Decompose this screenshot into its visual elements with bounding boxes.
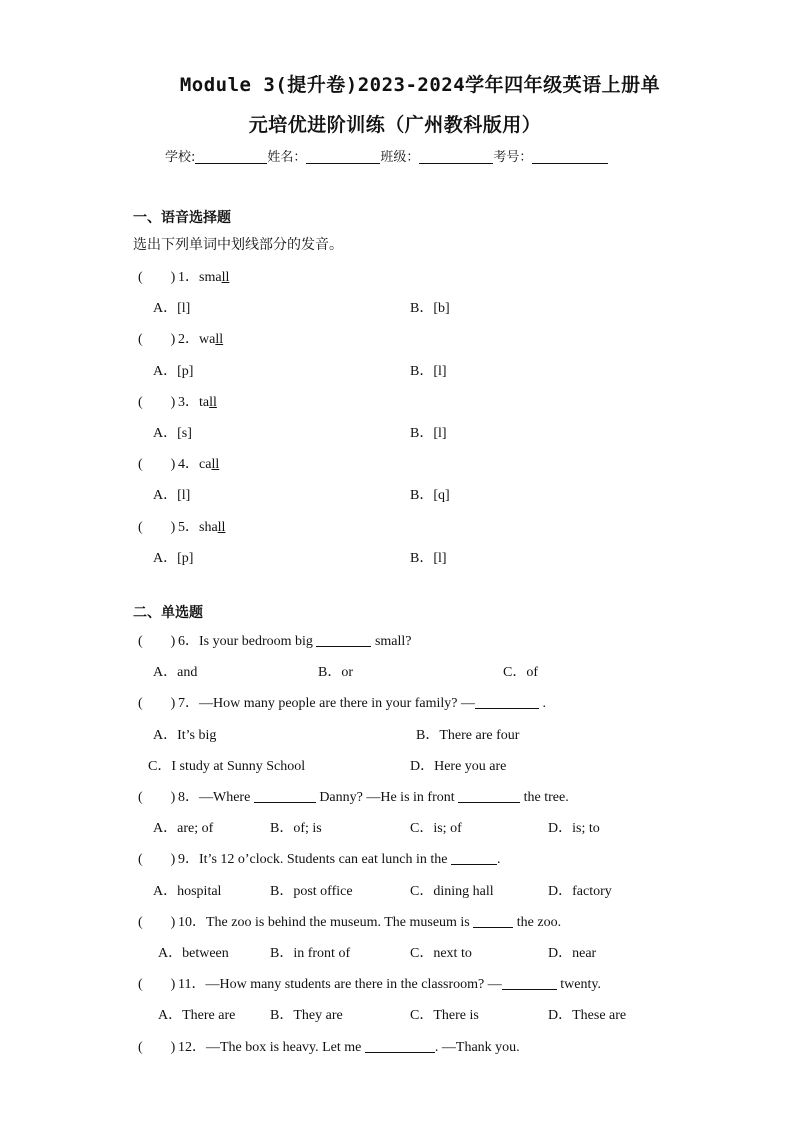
question-2 xyxy=(138,328,223,348)
question-11 xyxy=(138,973,601,993)
option-b[interactable]: B．[l] xyxy=(410,426,447,441)
question-text: twenty. xyxy=(556,977,601,992)
section2-title: 二、单选题 xyxy=(133,605,203,621)
student-info-row xyxy=(165,146,608,165)
option-d[interactable]: D．These are xyxy=(548,1008,627,1023)
question-3 xyxy=(138,391,217,411)
question-word: ta xyxy=(199,395,210,410)
option-d[interactable]: D．factory xyxy=(548,884,612,899)
option-a[interactable]: A．There are xyxy=(158,1008,236,1023)
option-a[interactable]: A．are; of xyxy=(153,821,214,836)
question-text: 6．Is your bedroom big xyxy=(178,634,317,649)
option-b[interactable]: B．in front of xyxy=(270,946,351,961)
answer-blank[interactable] xyxy=(316,634,371,647)
question-1 xyxy=(138,266,229,286)
option-c[interactable]: C．of xyxy=(503,665,538,680)
option-a[interactable]: A．It’s big xyxy=(153,728,217,743)
section1-instruction: 选出下列单词中划线部分的发音。 xyxy=(133,237,343,253)
option-b[interactable]: B．They are xyxy=(270,1008,343,1023)
answer-paren[interactable]: ( ) xyxy=(138,696,176,711)
question-4 xyxy=(138,453,219,473)
option-a[interactable]: A．hospital xyxy=(153,884,222,899)
option-a[interactable]: A．[s] xyxy=(153,426,192,441)
option-d[interactable]: D．near xyxy=(548,946,597,961)
option-b[interactable]: B．[l] xyxy=(410,551,447,566)
question-10 xyxy=(138,911,561,931)
question-text: . xyxy=(496,852,501,867)
page-title-line1: Module 3(提升卷)2023-2024学年四年级英语上册单 xyxy=(179,74,661,96)
option-a[interactable]: A．[p] xyxy=(153,364,194,379)
underlined-letters: ll xyxy=(221,270,230,285)
question-text: 10．The zoo is behind the museum. The museum is xyxy=(178,915,474,930)
question-text: 12．—The box is heavy. Let me xyxy=(178,1040,365,1055)
answer-paren[interactable]: ( ) xyxy=(138,520,176,535)
answer-paren[interactable]: ( ) xyxy=(138,790,176,805)
question-text: . —Thank you. xyxy=(434,1040,520,1055)
question-number: 1． xyxy=(178,270,199,285)
option-b[interactable]: B．or xyxy=(318,665,353,680)
answer-paren[interactable]: ( ) xyxy=(138,977,176,992)
question-text: 9．It’s 12 o’clock. Students can eat lunch in the xyxy=(178,852,451,867)
option-c[interactable]: C．I study at Sunny School xyxy=(148,759,306,774)
answer-paren[interactable]: ( ) xyxy=(138,457,176,472)
underlined-letters: ll xyxy=(209,395,217,410)
answer-paren[interactable]: ( ) xyxy=(138,270,176,285)
option-c[interactable]: C．There is xyxy=(410,1008,479,1023)
question-text: 8．—Where xyxy=(178,790,254,805)
section1-title: 一、语音选择题 xyxy=(133,210,231,226)
option-a[interactable]: A．and xyxy=(153,665,198,680)
name-blank[interactable] xyxy=(306,149,380,164)
option-c[interactable]: C．next to xyxy=(410,946,472,961)
question-12 xyxy=(138,1036,520,1056)
question-word: wa xyxy=(199,332,216,347)
page-title-line2: 元培优进阶训练（广州教科版用） xyxy=(248,114,542,136)
option-d[interactable]: D．is; to xyxy=(548,821,600,836)
underlined-letters: ll xyxy=(211,457,220,472)
exam-no-label: 考号： xyxy=(493,150,533,165)
question-number: 5． xyxy=(178,520,199,535)
option-a[interactable]: A．[l] xyxy=(153,488,191,503)
school-blank[interactable] xyxy=(195,149,267,164)
school-label: 学校: xyxy=(165,150,196,165)
question-text: the zoo. xyxy=(513,915,562,930)
question-number: 3． xyxy=(178,395,199,410)
question-text: the tree. xyxy=(520,790,569,805)
question-word: ca xyxy=(199,457,212,472)
answer-paren[interactable]: ( ) xyxy=(138,332,176,347)
answer-paren[interactable]: ( ) xyxy=(138,915,176,930)
option-a[interactable]: A．[l] xyxy=(153,301,191,316)
question-text: . xyxy=(539,696,547,711)
question-text: Danny? —He is in front xyxy=(315,790,459,805)
underlined-letters: ll xyxy=(217,520,226,535)
question-6 xyxy=(138,630,411,650)
name-label: 姓名： xyxy=(267,150,307,165)
answer-paren[interactable]: ( ) xyxy=(138,395,176,410)
question-text: 11．—How many students are there in the classroom? — xyxy=(178,977,502,992)
option-b[interactable]: B．of; is xyxy=(270,821,322,836)
option-c[interactable]: C．is; of xyxy=(410,821,462,836)
question-8 xyxy=(138,786,569,806)
option-b[interactable]: B．[l] xyxy=(410,364,447,379)
question-number: 2． xyxy=(178,332,199,347)
option-b[interactable]: B．[b] xyxy=(410,301,450,316)
answer-blank[interactable] xyxy=(458,790,520,803)
answer-paren[interactable]: ( ) xyxy=(138,852,176,867)
answer-paren[interactable]: ( ) xyxy=(138,1040,176,1055)
option-a[interactable]: A．[p] xyxy=(153,551,194,566)
answer-blank[interactable] xyxy=(475,696,539,709)
option-b[interactable]: B．[q] xyxy=(410,488,450,503)
answer-blank[interactable] xyxy=(502,977,557,990)
question-5 xyxy=(138,516,225,536)
question-number: 4． xyxy=(178,457,199,472)
option-b[interactable]: B．There are four xyxy=(416,728,520,743)
answer-blank[interactable] xyxy=(254,790,316,803)
question-7 xyxy=(138,692,546,712)
option-d[interactable]: D．Here you are xyxy=(410,759,507,774)
class-blank[interactable] xyxy=(419,149,493,164)
question-text: 7．—How many people are there in your family? — xyxy=(178,696,476,711)
underlined-letters: ll xyxy=(215,332,224,347)
exam-no-blank[interactable] xyxy=(532,149,608,164)
question-9 xyxy=(138,848,500,868)
answer-blank[interactable] xyxy=(365,1040,435,1053)
class-label: 班级： xyxy=(380,150,420,165)
question-word: sma xyxy=(199,270,222,285)
option-b[interactable]: B．post office xyxy=(270,884,353,899)
option-c[interactable]: C．dining hall xyxy=(410,884,494,899)
answer-paren[interactable]: ( ) xyxy=(138,634,176,649)
option-a[interactable]: A．between xyxy=(158,946,229,961)
answer-blank[interactable] xyxy=(451,852,497,865)
question-word: sha xyxy=(199,520,218,535)
question-text: small? xyxy=(371,634,412,649)
answer-blank[interactable] xyxy=(473,915,513,928)
